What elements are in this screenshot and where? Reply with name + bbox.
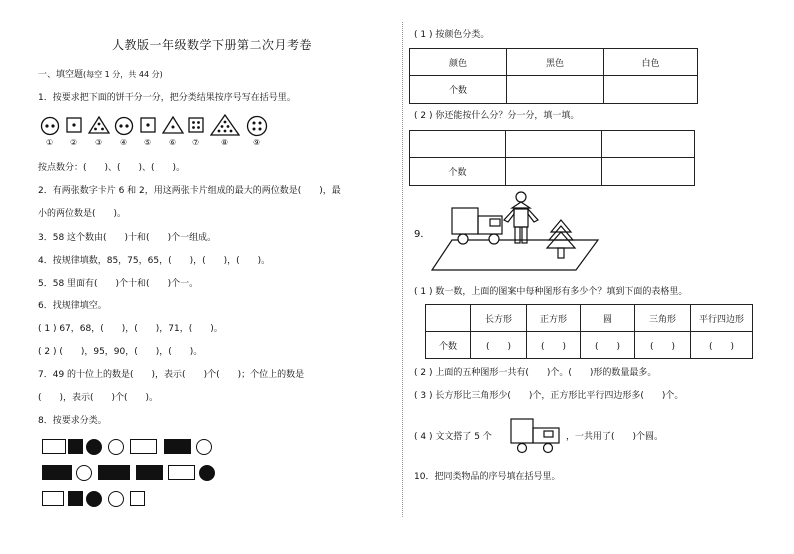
shape-count-table bbox=[425, 304, 753, 359]
section-heading bbox=[38, 69, 163, 81]
row-label: 个数 bbox=[410, 158, 506, 186]
biscuit-label: ⑥ bbox=[169, 138, 177, 147]
answer-cell[interactable]: ( ) bbox=[581, 332, 635, 359]
question-6-row1: ( 1 ) 67，68，( )，( )，71，( )。 bbox=[38, 324, 223, 334]
answer-cell[interactable]: ( ) bbox=[527, 332, 581, 359]
tree-trunk-rectangle bbox=[558, 248, 564, 258]
robot-body-rectangle bbox=[514, 209, 528, 227]
biscuit-triangle-1-dot bbox=[162, 116, 184, 134]
robot-head-circle bbox=[516, 192, 526, 202]
answer-cell[interactable] bbox=[506, 131, 602, 158]
biscuit-square-1-dot bbox=[140, 117, 156, 133]
question-9-part3: ( 3 ) 长方形比三角形少( )个，正方形比平行四边形多( )个。 bbox=[414, 391, 684, 401]
white-rectangle bbox=[168, 465, 195, 480]
question-9-part4 bbox=[414, 431, 492, 443]
answer-cell[interactable] bbox=[604, 76, 698, 104]
biscuit-triangle-3-dots bbox=[88, 116, 110, 134]
table-header: 长方形 bbox=[471, 305, 527, 332]
black-square bbox=[68, 491, 83, 506]
question-1-answer: 按点数分：( )、( )、( )。 bbox=[38, 163, 186, 173]
truck-wheel-circle bbox=[458, 234, 468, 244]
biscuit-label: ⑧ bbox=[221, 138, 229, 147]
black-rectangle bbox=[98, 465, 130, 480]
truck-wheel-circle bbox=[489, 234, 499, 244]
biscuit-label: ④ bbox=[120, 138, 128, 147]
answer-cell[interactable] bbox=[410, 131, 506, 158]
section-heading-text: 一、填空题 bbox=[38, 70, 84, 80]
column-divider bbox=[402, 22, 403, 517]
color-classify-table bbox=[409, 48, 698, 104]
question-6-text: 6．找规律填空。 bbox=[38, 301, 107, 311]
biscuit-label: ② bbox=[70, 138, 78, 147]
robot-arm-parallelogram bbox=[504, 209, 514, 222]
question-1-text: 1．按要求把下面的饼干分一分，把分类结果按序号写在括号里。 bbox=[38, 93, 296, 103]
table-header: 三角形 bbox=[635, 305, 691, 332]
parallelogram-ground bbox=[432, 240, 598, 270]
biscuit-label: ⑨ bbox=[253, 138, 261, 147]
robot-neck-triangle bbox=[512, 202, 530, 208]
answer-cell[interactable]: ( ) bbox=[635, 332, 691, 359]
question-10-text: 10．把同类物品的序号填在括号里。 bbox=[414, 472, 561, 482]
white-rectangle bbox=[130, 439, 157, 454]
question-6-row2: ( 2 ) ( )，95，90，( )，( )。 bbox=[38, 347, 203, 357]
robot-leg-rectangle bbox=[515, 227, 520, 243]
biscuit-circle-2-dots bbox=[114, 116, 134, 136]
table-header: 正方形 bbox=[527, 305, 581, 332]
question-9-label: 9． bbox=[414, 229, 431, 240]
black-square bbox=[68, 439, 83, 454]
biscuit-triangle-6-dots bbox=[210, 114, 240, 136]
question-8-text: 8．按要求分类。 bbox=[38, 416, 107, 426]
row-label: 个数 bbox=[426, 332, 471, 359]
black-circle bbox=[86, 439, 102, 455]
white-square bbox=[130, 491, 145, 506]
section-score-note: (每空 1 分，共 44 分) bbox=[83, 70, 163, 79]
white-circle bbox=[108, 439, 124, 455]
biscuit-circle-2-dots bbox=[40, 116, 60, 136]
white-circle bbox=[196, 439, 212, 455]
white-circle bbox=[108, 491, 124, 507]
question-7-line1: 7．49 的十位上的数是( )，表示( )个( )；个位上的数是 bbox=[38, 370, 305, 380]
table-header: 颜色 bbox=[410, 49, 507, 76]
biscuit-circle-4-dots bbox=[246, 115, 268, 137]
answer-cell[interactable] bbox=[507, 76, 604, 104]
small-truck-icon bbox=[508, 416, 564, 456]
question-3-text: 3．58 这个数由( )十和( )个一组成。 bbox=[38, 233, 217, 243]
black-circle bbox=[199, 465, 215, 481]
biscuit-square-4-dots bbox=[188, 117, 204, 133]
black-rectangle bbox=[42, 465, 72, 480]
biscuit-label: ⑦ bbox=[192, 138, 200, 147]
tree-triangle bbox=[549, 226, 573, 240]
question-7-line2: ( )，表示( )个( )。 bbox=[38, 393, 159, 403]
table-header: 黑色 bbox=[507, 49, 604, 76]
black-rectangle bbox=[136, 465, 163, 480]
answer-cell[interactable] bbox=[506, 158, 602, 186]
question-4-text: 4．按规律填数，85，75，65，( )，( )，( )。 bbox=[38, 256, 271, 266]
table-header: 白色 bbox=[604, 49, 698, 76]
white-rectangle bbox=[42, 439, 66, 454]
truck-cargo-square bbox=[452, 208, 478, 234]
answer-cell[interactable] bbox=[602, 158, 695, 186]
question-5-text: 5．58 里面有( )个十和( )个一。 bbox=[38, 279, 199, 289]
answer-cell[interactable] bbox=[602, 131, 695, 158]
question-2-line2: 小的两位数是( )。 bbox=[38, 209, 127, 219]
table-header-empty bbox=[426, 305, 471, 332]
biscuit-label: ③ bbox=[95, 138, 103, 147]
shapes-picture bbox=[430, 190, 600, 272]
question-8-part1: ( 1 ) 按颜色分类。 bbox=[414, 30, 490, 40]
white-rectangle bbox=[42, 491, 64, 506]
answer-cell[interactable]: ( ) bbox=[691, 332, 753, 359]
table-header: 圆 bbox=[581, 305, 635, 332]
question-9-part1: ( 1 ) 数一数，上面的图案中每种图形有多少个？填到下面的表格里。 bbox=[414, 287, 688, 297]
biscuit-label: ⑤ bbox=[144, 138, 152, 147]
table-header: 平行四边形 bbox=[691, 305, 753, 332]
question-9-part4-start: ( 4 ) 文文搭了 5 个 bbox=[414, 432, 492, 442]
white-circle bbox=[76, 465, 92, 481]
biscuit-square-1-dot bbox=[66, 117, 82, 133]
free-classify-table bbox=[409, 130, 695, 186]
robot-leg-rectangle bbox=[522, 227, 527, 243]
black-rectangle bbox=[164, 439, 191, 454]
truck-window bbox=[490, 219, 500, 226]
page-title: 人教版一年级数学下册第二次月考卷 bbox=[112, 38, 313, 52]
robot-arm-parallelogram bbox=[528, 209, 538, 222]
question-8-part2: ( 2 ) 你还能按什么分？分一分，填一填。 bbox=[414, 111, 580, 121]
question-9-part2: ( 2 ) 上面的五种图形一共有( )个。( )形的数量最多。 bbox=[414, 368, 657, 378]
question-2-line1: 2．有两张数字卡片 6 和 2，用这两张卡片组成的最大的两位数是( )，最 bbox=[38, 186, 341, 196]
black-circle bbox=[86, 491, 102, 507]
biscuit-label: ① bbox=[46, 138, 54, 147]
question-9-part4-end: ，一共用了( )个圆。 bbox=[566, 432, 664, 442]
row-label: 个数 bbox=[410, 76, 507, 104]
answer-cell[interactable]: ( ) bbox=[471, 332, 527, 359]
